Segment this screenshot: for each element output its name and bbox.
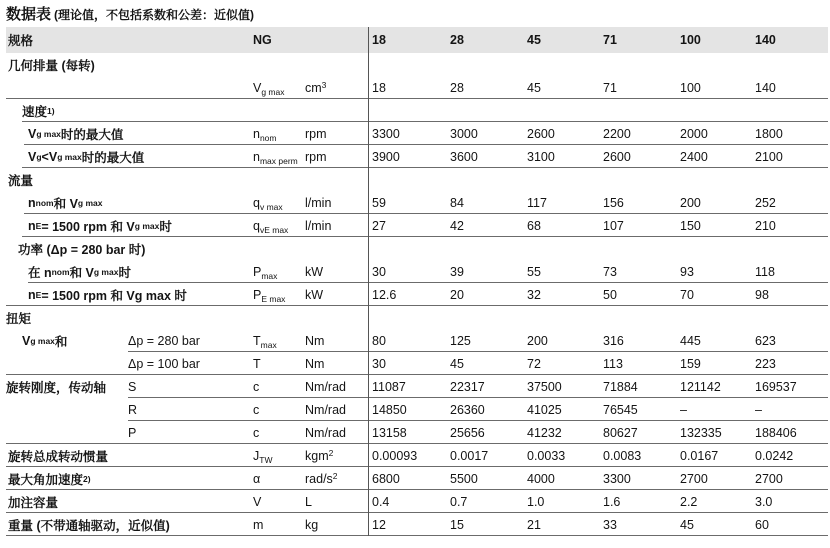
table-row	[6, 122, 828, 145]
page-title	[6, 3, 254, 24]
table-row	[6, 329, 828, 352]
value-cell: 72	[527, 356, 541, 371]
value-cell: 200	[680, 195, 701, 210]
value-cell: –	[755, 402, 762, 417]
value-cell: 42	[450, 218, 464, 233]
unit-cell: Nm/rad	[305, 425, 346, 440]
table-row	[6, 375, 828, 398]
unit-cell: Nm	[305, 333, 325, 348]
unit-cell: kgm$^2$	[305, 447, 334, 463]
value-cell: 117	[527, 195, 547, 210]
table-row	[6, 513, 828, 536]
value-cell: 125	[450, 333, 471, 348]
unit-cell: Nm/rad	[305, 402, 346, 417]
table-row	[6, 168, 828, 191]
value-cell: 188406	[755, 425, 797, 440]
value-cell: 98	[755, 287, 769, 302]
table-row	[6, 76, 828, 99]
value-cell: 30	[372, 356, 386, 371]
value-cell: 71884	[603, 379, 638, 394]
symbol-cell: m	[253, 517, 264, 532]
value-cell: 2600	[603, 149, 631, 164]
value-cell: 3300	[603, 471, 631, 486]
row-label: 速度 1)	[22, 104, 55, 119]
unit-cell: Nm/rad	[305, 379, 346, 394]
value-cell: 73	[603, 264, 617, 279]
row-label: 流量	[8, 173, 34, 188]
table-row	[6, 398, 828, 421]
page-title-note: (理论值，不包括系数和公差：近似值)	[54, 8, 255, 22]
row-label	[6, 421, 246, 444]
value-cell: 13158	[372, 425, 407, 440]
row-label	[6, 398, 246, 421]
unit-cell: kg	[305, 517, 319, 532]
value-cell: 3300	[372, 126, 400, 141]
row-label: 加注容量	[8, 495, 59, 510]
column-divider	[368, 27, 369, 536]
table-row	[6, 283, 828, 306]
value-cell: 41025	[527, 402, 562, 417]
value-cell: 156	[603, 195, 624, 210]
size-header-140: 140	[755, 33, 776, 47]
value-cell: 0.0017	[450, 448, 489, 463]
value-cell: 28	[450, 80, 464, 95]
value-cell: 2100	[755, 149, 783, 164]
value-cell: 0.7	[450, 494, 468, 509]
row-sublabel: S	[128, 379, 137, 394]
unit-cell: rpm	[305, 126, 327, 141]
row-label: 旋转总成转动惯量	[8, 449, 109, 464]
table-row	[6, 352, 828, 375]
data-table	[6, 27, 828, 536]
value-cell: 3600	[450, 149, 478, 164]
value-cell: 14850	[372, 402, 407, 417]
value-cell: 3.0	[755, 494, 773, 509]
row-label: 最大角加速度 2)	[8, 472, 91, 487]
table-row	[6, 260, 828, 283]
value-cell: 623	[755, 333, 776, 348]
symbol-cell: c	[253, 425, 260, 440]
value-cell: 118	[755, 264, 775, 279]
table-row	[6, 191, 828, 214]
size-header-45: 45	[527, 33, 541, 47]
value-cell: 140	[755, 80, 776, 95]
row-label: 几何排量 (每转)	[8, 58, 95, 73]
value-cell: 2000	[680, 126, 708, 141]
value-cell: 76545	[603, 402, 638, 417]
symbol-cell: c	[253, 379, 260, 394]
value-cell: 5500	[450, 471, 478, 486]
value-cell: 55	[527, 264, 541, 279]
row-label: V g <V g max 时的最大值	[28, 149, 145, 165]
value-cell: 50	[603, 287, 617, 302]
value-cell: 223	[755, 356, 776, 371]
row-label: 旋转刚度，传动轴 S	[6, 379, 137, 395]
value-cell: 121142	[680, 379, 721, 394]
row-rule	[6, 535, 828, 536]
value-cell: 1800	[755, 126, 783, 141]
value-cell: 3100	[527, 149, 555, 164]
value-cell: 70	[680, 287, 694, 302]
symbol-cell: $P_{max}$	[253, 264, 278, 281]
value-cell: 80627	[603, 425, 638, 440]
value-cell: 30	[372, 264, 386, 279]
unit-cell: rad/$s^2$	[305, 470, 338, 486]
value-cell: 45	[680, 517, 694, 532]
value-cell: 169537	[755, 379, 797, 394]
value-cell: 80	[372, 333, 386, 348]
symbol-cell: $n_{max perm}$	[253, 149, 298, 166]
value-cell: 2700	[680, 471, 708, 486]
value-cell: 0.0083	[603, 448, 642, 463]
value-cell: 2700	[755, 471, 783, 486]
unit-cell: $cm^3$	[305, 79, 327, 95]
symbol-cell: $T_{max}$	[253, 333, 277, 350]
value-cell: 39	[450, 264, 464, 279]
table-row	[6, 421, 828, 444]
value-cell: 18	[372, 80, 386, 95]
value-cell: 0.0033	[527, 448, 566, 463]
row-label: V g max 时的最大值	[28, 126, 124, 142]
symbol-cell: $J_{TW}$	[253, 448, 273, 465]
unit-cell: L	[305, 494, 312, 509]
table-row	[6, 214, 828, 237]
value-cell: 25656	[450, 425, 485, 440]
value-cell: 200	[527, 333, 548, 348]
unit-cell: l/min	[305, 195, 332, 210]
table-row	[6, 99, 828, 122]
value-cell: 1.6	[603, 494, 621, 509]
value-cell: 6800	[372, 471, 400, 486]
size-header-18: 18	[372, 33, 386, 47]
size-header-100: 100	[680, 33, 701, 47]
value-cell: 0.0167	[680, 448, 719, 463]
value-cell: 113	[603, 356, 623, 371]
value-cell: 27	[372, 218, 386, 233]
value-cell: 32	[527, 287, 541, 302]
value-cell: 445	[680, 333, 701, 348]
value-cell: 37500	[527, 379, 562, 394]
table-row	[6, 467, 828, 490]
value-cell: 33	[603, 517, 617, 532]
table-header-row	[6, 27, 828, 53]
value-cell: 11087	[372, 379, 406, 394]
value-cell: 150	[680, 218, 701, 233]
page-title-main: 数据表	[6, 6, 52, 23]
value-cell: 93	[680, 264, 694, 279]
row-label: 重量 (不带通轴驱动，近似值)	[8, 518, 170, 533]
value-cell: 41232	[527, 425, 562, 440]
value-cell: 84	[450, 195, 464, 210]
value-cell: 2200	[603, 126, 631, 141]
value-cell: –	[680, 402, 687, 417]
row-label: 在 n nom 和 V g max 时	[28, 265, 131, 280]
value-cell: 15	[450, 517, 464, 532]
value-cell: 107	[603, 218, 624, 233]
table-row	[6, 145, 828, 168]
unit-cell: rpm	[305, 149, 327, 164]
unit-cell: l/min	[305, 218, 332, 233]
value-cell: 45	[527, 80, 541, 95]
value-cell: 0.4	[372, 494, 390, 509]
row-sublabel: Δp = 280 bar	[128, 333, 200, 348]
ng-label: NG	[253, 33, 272, 47]
value-cell: 68	[527, 218, 541, 233]
value-cell: 20	[450, 287, 464, 302]
value-cell: 60	[755, 517, 769, 532]
symbol-cell: $n_{nom}$	[253, 126, 277, 143]
row-sublabel: P	[128, 425, 137, 440]
value-cell: 45	[450, 356, 464, 371]
value-cell: 59	[372, 195, 386, 210]
row-sublabel: R	[128, 402, 138, 417]
value-cell: 0.0242	[755, 448, 794, 463]
row-label: 扭矩	[6, 311, 32, 326]
symbol-cell: $V_{g max}$	[253, 80, 285, 97]
row-label	[6, 352, 246, 375]
unit-cell: Nm	[305, 356, 325, 371]
value-cell: 26360	[450, 402, 485, 417]
row-label	[6, 76, 246, 99]
value-cell: 252	[755, 195, 776, 210]
value-cell: 3900	[372, 149, 400, 164]
value-cell: 100	[680, 80, 701, 95]
symbol-cell: T	[253, 356, 261, 371]
symbol-cell: V	[253, 494, 262, 509]
row-label: 功率 (Δp = 280 bar 时)	[18, 242, 146, 257]
symbol-cell: α	[253, 471, 261, 486]
value-cell: 22317	[450, 379, 485, 394]
size-header-71: 71	[603, 33, 617, 47]
symbol-cell: $q_{vE max}$	[253, 218, 289, 235]
value-cell: 2600	[527, 126, 555, 141]
value-cell: 2.2	[680, 494, 698, 509]
value-cell: 2400	[680, 149, 708, 164]
value-cell: 159	[680, 356, 701, 371]
symbol-cell: $q_{v max}$	[253, 195, 283, 212]
table-row	[6, 53, 828, 76]
value-cell: 1.0	[527, 494, 545, 509]
table-row	[6, 306, 828, 329]
value-cell: 4000	[527, 471, 555, 486]
spec-label: 规格	[8, 34, 34, 48]
row-sublabel: Δp = 100 bar	[128, 356, 200, 371]
value-cell: 132335	[680, 425, 722, 440]
value-cell: 21	[527, 517, 541, 532]
table-row	[6, 444, 828, 467]
size-header-28: 28	[450, 33, 464, 47]
unit-cell: kW	[305, 287, 324, 302]
table-row	[6, 490, 828, 513]
value-cell: 71	[603, 80, 617, 95]
value-cell: 3000	[450, 126, 478, 141]
value-cell: 316	[603, 333, 624, 348]
table-rows	[6, 53, 828, 536]
value-cell: 12.6	[372, 287, 397, 302]
value-cell: 210	[755, 218, 776, 233]
row-label: V g max 和 Δp = 280 bar	[22, 333, 200, 349]
symbol-cell: c	[253, 402, 260, 417]
value-cell: 0.00093	[372, 448, 418, 463]
value-cell: 12	[372, 517, 386, 532]
symbol-cell: $P_{E max}$	[253, 287, 286, 304]
row-label: n nom 和 V g max	[28, 195, 103, 211]
row-label: n E = 1500 rpm 和 V g max 时	[28, 218, 172, 234]
table-row	[6, 237, 828, 260]
unit-cell: kW	[305, 264, 324, 279]
row-label: n E = 1500 rpm 和 Vg max 时	[28, 287, 187, 303]
